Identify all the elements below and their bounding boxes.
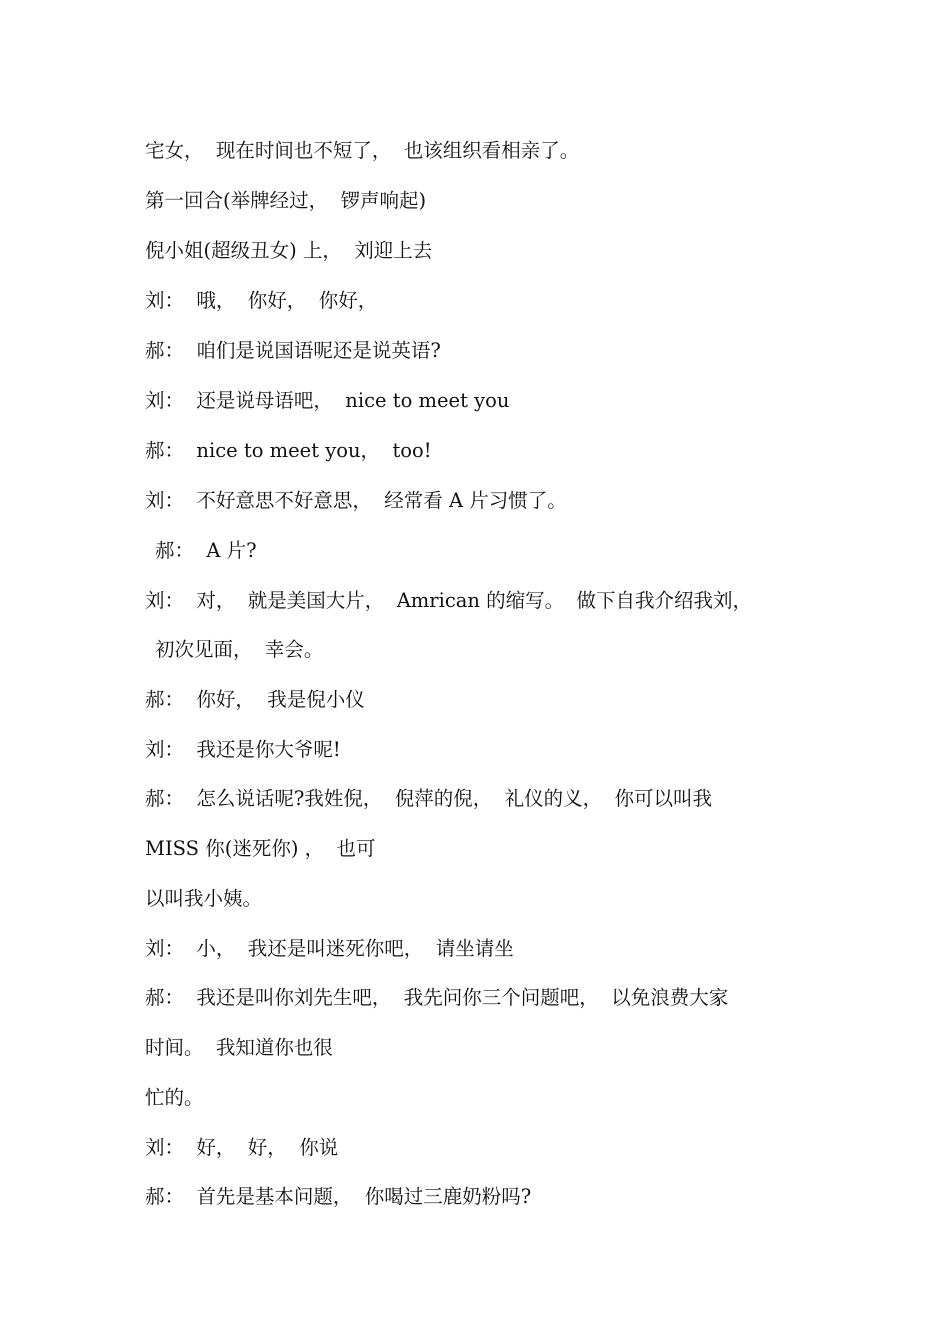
text-line-18: 郝： 我还是叫你刘先生吧， 我先问你三个问题吧， 以免浪费大家 — [145, 986, 729, 1009]
text-line-20: 忙的。 — [145, 1086, 204, 1109]
text-line-3: 倪小姐(超级丑女) 上， 刘迎上去 — [145, 239, 433, 262]
text-line-4: 刘： 哦， 你好， 你好， — [145, 289, 378, 312]
text-line-12: 郝： 你好， 我是倪小仪 — [145, 688, 365, 711]
text-line-10: 刘： 对， 就是美国大片， Amrican 的缩写。 做下自我介绍我刘， — [145, 589, 753, 612]
text-line-15: MISS 你(迷死你) ， 也可 — [145, 837, 376, 860]
text-line-17: 刘： 小， 我还是叫迷死你吧， 请坐请坐 — [145, 937, 514, 960]
text-line-11: 初次见面， 幸会。 — [155, 638, 324, 661]
text-line-13: 刘： 我还是你大爷呢! — [145, 738, 341, 761]
text-line-9: 郝： A 片? — [155, 539, 257, 562]
text-line-14: 郝： 怎么说话呢?我姓倪， 倪萍的倪， 礼仪的义， 你可以叫我 — [145, 787, 713, 810]
text-line-21: 刘： 好， 好， 你说 — [145, 1136, 339, 1159]
text-line-8: 刘： 不好意思不好意思， 经常看 A 片习惯了。 — [145, 489, 567, 512]
text-line-19: 时间。 我知道你也很 — [145, 1036, 333, 1059]
text-line-16: 以叫我小姨。 — [145, 887, 263, 910]
text-line-1: 宅女， 现在时间也不短了， 也该组织看相亲了。 — [145, 139, 580, 162]
text-line-22: 郝： 首先是基本问题， 你喝过三鹿奶粉吗? — [145, 1185, 532, 1208]
text-line-5: 郝： 咱们是说国语呢还是说英语? — [145, 339, 441, 362]
text-line-6: 刘： 还是说母语吧， nice to meet you — [145, 389, 510, 412]
text-line-7: 郝： nice to meet you， too! — [145, 439, 432, 462]
text-line-2: 第一回合(举牌经过， 锣声响起) — [145, 189, 427, 212]
